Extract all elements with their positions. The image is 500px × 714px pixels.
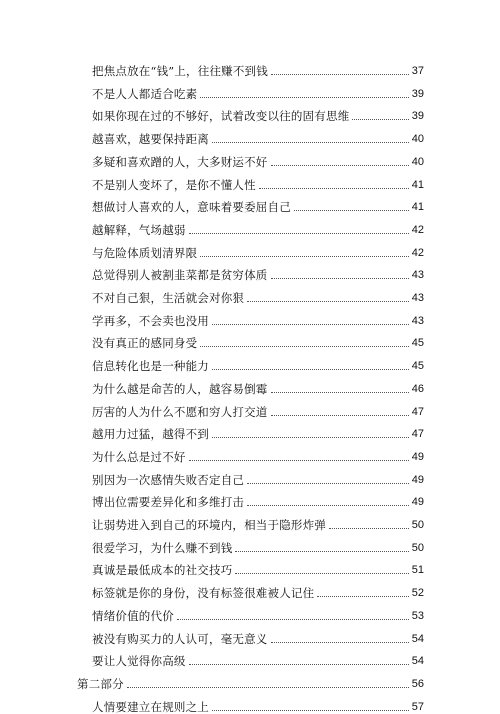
toc-page-number: 51 (411, 564, 424, 577)
toc-entry-title: 被没有购买力的人认可，毫无意义 (92, 631, 268, 646)
dot-leader (200, 256, 408, 257)
dot-leader (212, 710, 409, 711)
toc-page-number: 52 (411, 587, 424, 600)
toc-entry-title: 真诚是最低成本的社交技巧 (92, 563, 233, 578)
toc-entry[interactable] (92, 308, 424, 328)
toc-entry[interactable] (92, 194, 424, 214)
dot-leader (317, 596, 408, 597)
toc-entry[interactable] (92, 285, 424, 305)
toc-page-number: 39 (411, 87, 424, 100)
toc-entry-title: 人情要建立在规则之上 (92, 699, 209, 714)
toc-page-number: 57 (411, 700, 424, 713)
toc-entry-title: 别因为一次感情失败否定自己 (92, 472, 245, 487)
toc-entry-title: 不对自己狠，生活就会对你狠 (92, 291, 245, 305)
toc-entry[interactable] (92, 262, 424, 282)
toc-entry-title: 把焦点放在“钱”上，往往赚不到钱 (92, 64, 268, 78)
dot-leader (189, 664, 409, 665)
toc-entry-title: 不是人人都适合吃素 (92, 86, 198, 101)
toc-page-number: 47 (411, 428, 424, 441)
toc-entry[interactable] (92, 580, 424, 600)
toc-entry-title: 多疑和喜欢蹭的人，大多财运不好 (92, 154, 268, 169)
toc-entry-title: 总觉得别人被割韭菜都是贫穷体质 (92, 268, 268, 283)
dot-leader (212, 142, 409, 143)
dot-leader (189, 233, 409, 234)
toc-page-number: 45 (411, 360, 424, 373)
toc-entry-title: 标签就是你的身份，没有标签很难被人记住 (92, 586, 315, 601)
toc-page-number: 56 (411, 677, 424, 690)
toc-entry[interactable] (92, 240, 424, 260)
dot-leader (127, 687, 409, 688)
dot-leader (271, 278, 409, 279)
toc-page-number: 43 (411, 292, 424, 304)
toc-entry[interactable] (92, 149, 424, 169)
toc-page-number: 45 (411, 337, 424, 350)
toc-page-number: 54 (411, 632, 424, 645)
toc-page-number: 49 (411, 450, 424, 463)
dot-leader (271, 415, 409, 416)
toc-page-number: 42 (411, 223, 424, 236)
toc-entry-title: 越解释，气场越弱 (92, 222, 186, 237)
toc-page-number: 43 (411, 269, 424, 282)
toc-entry[interactable] (92, 648, 424, 668)
toc-entry-title: 让弱势进入到自己的环境内，相当于隐形炸弹 (92, 518, 326, 532)
toc-page-number: 43 (411, 314, 424, 327)
toc-entry[interactable] (92, 603, 424, 623)
dot-leader (271, 642, 409, 643)
toc-entry[interactable] (92, 512, 424, 532)
toc-entry-title: 厉害的人为什么不愿和穷人打交道 (92, 404, 268, 419)
toc-page-number: 50 (411, 519, 424, 531)
toc-entry-title: 为什么越是命苦的人，越容易倒霉 (92, 381, 268, 396)
toc-entry-title: 很爱学习，为什么赚不到钱 (92, 540, 233, 555)
toc-entry-title: 情绪价值的代价 (92, 608, 174, 623)
toc-entry-title: 想做讨人喜欢的人，意味着要委屈自己 (92, 200, 291, 215)
dot-leader (247, 301, 409, 302)
dot-leader (200, 97, 408, 98)
dot-leader (200, 346, 408, 347)
dot-leader (294, 210, 409, 211)
toc-page-number: 47 (411, 405, 424, 418)
toc-page-number: 40 (411, 133, 424, 146)
toc-entry[interactable] (92, 399, 424, 419)
toc-page-number: 42 (411, 246, 424, 259)
toc-entry-title: 越喜欢，越要保持距离 (92, 132, 209, 147)
toc-page-number: 50 (411, 541, 424, 554)
dot-leader (212, 324, 409, 325)
toc-entry[interactable] (92, 330, 424, 350)
toc-part-heading[interactable] (77, 671, 424, 691)
toc-entry[interactable] (92, 376, 424, 396)
dot-leader (271, 165, 409, 166)
toc-page-number: 49 (411, 473, 424, 486)
toc-entry-title: 不是别人变坏了，是你不懂人性 (92, 177, 256, 192)
toc-entry[interactable] (92, 467, 424, 487)
toc-page-number: 39 (411, 110, 424, 123)
dot-leader (247, 483, 409, 484)
toc-entry[interactable] (92, 103, 424, 123)
toc-page-number: 46 (411, 382, 424, 395)
toc-entry-title: 要让人觉得你高级 (92, 654, 186, 669)
dot-leader (271, 74, 409, 75)
toc-entry[interactable] (92, 694, 424, 714)
toc-page-number: 53 (411, 609, 424, 622)
dot-leader (212, 369, 409, 370)
toc-page-number: 37 (411, 65, 424, 77)
dot-leader (235, 551, 408, 552)
toc-entry[interactable] (92, 217, 424, 237)
toc-entry-title: 没有真正的感同身受 (92, 336, 198, 351)
toc-entry[interactable] (92, 81, 424, 101)
toc-entry-title: 第二部分 (77, 676, 124, 691)
toc-entry[interactable] (92, 353, 424, 373)
toc-entry[interactable] (92, 557, 424, 577)
toc-page-number: 41 (411, 201, 424, 214)
toc-entry-title: 学再多，不会卖也没用 (92, 313, 209, 328)
toc-entry[interactable] (92, 489, 424, 509)
toc-entry[interactable] (92, 172, 424, 192)
dot-leader (177, 619, 409, 620)
dot-leader (189, 460, 409, 461)
toc-page-number: 40 (411, 155, 424, 168)
toc-entry[interactable] (92, 421, 424, 441)
toc-page-number: 54 (411, 655, 424, 668)
toc-entry[interactable] (92, 126, 424, 146)
dot-leader (235, 573, 408, 574)
toc-entry[interactable] (92, 58, 424, 78)
toc-entry[interactable] (92, 626, 424, 646)
dot-leader (247, 505, 409, 506)
toc-entry-title: 与危险体质划清界限 (92, 245, 198, 260)
dot-leader (259, 188, 409, 189)
toc-entry[interactable] (92, 535, 424, 555)
dot-leader (271, 392, 409, 393)
toc-entry-title: 博出位需要差异化和多维打击 (92, 495, 245, 510)
toc-entry-title: 如果你现在过的不够好，试着改变以往的固有思维 (92, 109, 350, 124)
toc-entry-title: 越用力过猛，越得不到 (92, 427, 209, 442)
dot-leader (212, 437, 409, 438)
toc-page-number: 49 (411, 496, 424, 509)
toc-entry-title: 信息转化也是一种能力 (92, 359, 209, 374)
toc-entry[interactable] (92, 444, 424, 464)
toc-page-number: 41 (411, 178, 424, 191)
dot-leader (352, 119, 408, 120)
dot-leader (329, 528, 409, 529)
toc-entry-title: 为什么总是过不好 (92, 449, 186, 464)
